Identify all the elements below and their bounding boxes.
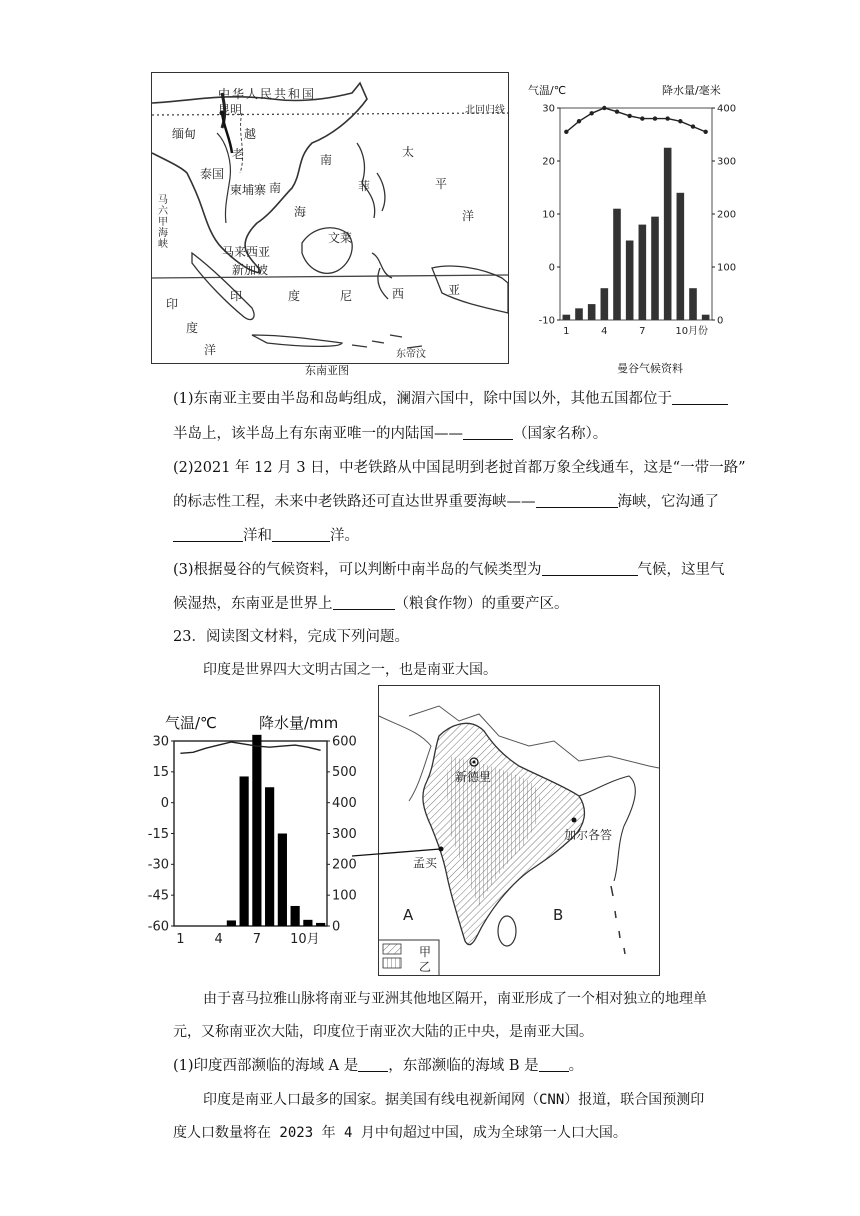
temperature-point — [665, 116, 669, 120]
q23-para1b: 元，又称南亚次大陆，印度位于南亚次大陆的正中央，是南亚大国。 — [173, 1024, 593, 1040]
precip-bar — [252, 735, 261, 926]
q23-title: 23．阅读图文材料，完成下列问题。 — [173, 629, 409, 645]
label-new-delhi: 新德里 — [455, 770, 492, 784]
right-tick-label: 400 — [332, 796, 357, 811]
q22-1-line1 — [173, 389, 728, 409]
precip-bar — [291, 906, 300, 926]
q22-2-line2 — [173, 492, 719, 512]
bangkok-y-left-label: 气温/℃ — [528, 84, 567, 97]
bangkok-y-right-label: 降水量/毫米 — [662, 84, 721, 97]
answer-blank-ocean-1[interactable] — [173, 526, 243, 542]
label-vietnam-b: 南 — [269, 181, 282, 195]
precip-bar — [563, 315, 571, 320]
left-tick-label: -45 — [147, 888, 169, 904]
label-kunming: 昆明 — [218, 103, 243, 117]
label-laos: 老 — [232, 147, 245, 161]
temperature-point — [640, 116, 644, 120]
precip-bar — [651, 217, 659, 320]
temperature-point — [589, 111, 593, 115]
right-tick-label: 100 — [332, 888, 357, 904]
precip-bar — [265, 787, 274, 926]
label-malaysia: 马来西亚 — [222, 245, 271, 259]
x-tick-label: 1 — [176, 932, 185, 947]
q22-2-text-e: 洋。 — [330, 528, 359, 544]
x-tick-label: 4 — [601, 326, 608, 337]
label-indian-b: 度 — [186, 321, 199, 335]
label-sea-b: B — [553, 906, 564, 924]
temperature-point — [602, 106, 606, 110]
left-tick-label: 30 — [542, 103, 555, 115]
x-tick-label: 10月 — [290, 932, 320, 947]
q22-2-text-a: (2)2021 年 12 月 3 日，中老铁路从中国昆明到老挝首都万象全线通车，这是“一带一路” — [173, 460, 746, 476]
label-singapore: 新加坡 — [232, 263, 269, 277]
q22-1-text-c: （国家名称）。 — [513, 426, 608, 442]
precip-bar — [702, 315, 710, 320]
left-tick-label: -60 — [147, 919, 169, 935]
right-tick-label: 200 — [717, 209, 737, 221]
label-indian-c: 洋 — [204, 343, 217, 357]
right-tick-label: 600 — [332, 734, 357, 750]
q23-para1a: 由于喜马拉雅山脉将南亚与亚洲其他地区隔开，南亚形成了一个相对独立的地理单 — [203, 991, 707, 1007]
q22-2-text-c: 海峡，它沟通了 — [617, 494, 719, 510]
left-tick-label: -10 — [538, 315, 555, 327]
right-tick-label: 200 — [332, 857, 357, 873]
q23-1-text-b: ，东部濒临的海域 B 是 — [388, 1058, 539, 1074]
q22-2-line1 — [173, 458, 746, 478]
temperature-line — [180, 742, 320, 753]
label-china: 中华人民共和国 — [218, 87, 317, 101]
label-philippines: 菲 — [358, 179, 371, 193]
label-myanmar: 缅甸 — [172, 127, 197, 141]
q22-1-text-a: (1)东南亚主要由半岛和岛屿组成，澜湄六国中，除中国以外，其他五国都位于 — [173, 391, 673, 407]
left-tick-label: 0 — [160, 796, 169, 811]
x-tick-label: 7 — [639, 326, 646, 337]
precip-bar — [588, 304, 596, 320]
temperature-point — [691, 124, 695, 128]
answer-blank-sea-b[interactable] — [539, 1056, 569, 1072]
legend-jia: 甲 — [419, 945, 432, 959]
answer-blank-landlocked-country[interactable] — [463, 424, 513, 440]
label-south-sea-b: 海 — [294, 205, 307, 219]
temperature-point — [703, 130, 707, 134]
right-tick-label: 300 — [332, 826, 357, 842]
q23-1 — [173, 1056, 583, 1076]
q22-2-line3 — [173, 526, 359, 546]
precip-bar — [303, 920, 312, 926]
temperature-point — [564, 130, 568, 134]
label-indonesia-e: 亚 — [448, 283, 461, 297]
connector-line — [350, 842, 450, 862]
right-tick-label: 500 — [332, 765, 357, 781]
temperature-point — [678, 119, 682, 123]
precip-bar — [278, 834, 287, 927]
precip-bar — [227, 920, 236, 926]
left-tick-label: 10 — [542, 209, 555, 221]
label-indian-a: 印 — [166, 297, 179, 311]
q22-2-text-d: 洋和 — [243, 528, 272, 544]
mumbai-climate-chart — [140, 728, 360, 953]
q22-3-line2 — [173, 594, 569, 614]
southeast-asia-map-drawing — [152, 73, 508, 363]
precip-bar — [626, 241, 634, 321]
southeast-asia-map-caption: 东南亚图 — [305, 364, 349, 377]
legend-yi: 乙 — [419, 960, 432, 974]
q23-intro: 印度是世界四大文明古国之一，也是南亚大国。 — [203, 662, 497, 678]
left-tick-label: -30 — [147, 857, 169, 873]
precip-bar — [613, 209, 621, 320]
label-kolkata: 加尔各答 — [564, 828, 613, 842]
plot-frame — [174, 741, 327, 926]
right-tick-label: 0 — [717, 315, 724, 327]
q22-2-text-b: 的标志性工程，未来中老铁路还可直达世界重要海峡—— — [173, 494, 536, 510]
q22-3-text-d: （粮食作物）的重要产区。 — [394, 596, 569, 612]
left-tick-label: 15 — [152, 765, 169, 781]
temperature-point — [577, 119, 581, 123]
left-tick-label: -15 — [147, 826, 169, 842]
mumbai-y-left-label: 气温/℃ — [165, 714, 217, 732]
x-tick-label: 10月份 — [675, 326, 709, 337]
label-indonesia-a: 印 — [230, 289, 243, 303]
q22-1-line2 — [173, 424, 607, 444]
q22-3-line1 — [173, 560, 725, 580]
temperature-point — [615, 110, 619, 114]
label-thailand: 泰国 — [200, 167, 225, 181]
label-malacca: 马六甲海峡 — [158, 195, 168, 250]
temperature-point — [627, 114, 631, 118]
precip-bar — [575, 308, 583, 320]
india-map-drawing — [379, 686, 659, 975]
label-cambodia: 柬埔寨 — [230, 183, 267, 197]
label-indonesia-c: 尼 — [340, 289, 353, 303]
label-sea-a: A — [403, 906, 414, 924]
answer-blank-sea-a[interactable] — [358, 1056, 388, 1072]
mumbai-y-right-label: 降水量/mm — [259, 714, 339, 732]
label-east-timor: 东帝汶 — [396, 349, 426, 360]
precip-bar — [240, 776, 249, 926]
bangkok-climate-chart — [525, 98, 737, 358]
right-tick-label: 400 — [717, 103, 737, 115]
precip-bar — [677, 193, 685, 320]
q22-1-text-b: 半岛上，该半岛上有东南亚唯一的内陆国—— — [173, 426, 463, 442]
label-south-sea-a: 南 — [320, 153, 333, 167]
precip-bar — [316, 923, 325, 926]
answer-blank-ocean-2[interactable] — [272, 526, 330, 542]
label-tropic: 北回归线 — [465, 105, 505, 116]
q23-1-text-c: 。 — [568, 1058, 584, 1074]
label-indonesia-b: 度 — [288, 289, 301, 303]
q23-para2a: 印度是南亚人口最多的国家。据美国有线电视新闻网（CNN）报道，联合国预测印 — [203, 1092, 705, 1108]
left-tick-label: 20 — [542, 156, 555, 168]
temperature-line — [566, 108, 705, 132]
india-map — [378, 685, 660, 976]
x-tick-label: 4 — [214, 932, 223, 947]
answer-blank-crop[interactable] — [333, 594, 395, 610]
right-tick-label: 100 — [717, 262, 737, 274]
label-pacific-c: 洋 — [462, 209, 475, 223]
q22-3-text-c: 候湿热，东南亚是世界上 — [173, 596, 333, 612]
precip-bar — [664, 148, 672, 320]
label-indonesia-d: 西 — [392, 287, 405, 301]
x-tick-label: 1 — [563, 326, 570, 337]
precip-bar — [689, 288, 697, 320]
precip-bar — [639, 225, 647, 320]
label-pacific-b: 平 — [435, 177, 448, 191]
right-tick-label: 300 — [717, 156, 737, 168]
q23-para2b: 度人口数量将在 2023 年 4 月中旬超过中国，成为全球第一人口大国。 — [173, 1125, 627, 1141]
q23-1-text-a: (1)印度西部濒临的海域 A 是 — [173, 1058, 359, 1074]
left-tick-label: 30 — [152, 734, 169, 750]
label-brunei: 文莱 — [328, 231, 353, 245]
right-tick-label: 0 — [332, 919, 341, 935]
answer-blank-climate-type[interactable] — [542, 560, 638, 576]
southeast-asia-map — [151, 72, 509, 364]
label-vietnam-a: 越 — [244, 127, 257, 141]
q22-3-text-a: (3)根据曼谷的气候资料，可以判断中南半岛的气候类型为 — [173, 562, 542, 578]
answer-blank-strait[interactable] — [536, 492, 618, 508]
answer-blank-peninsula[interactable] — [672, 389, 728, 405]
label-pacific-a: 太 — [402, 145, 415, 159]
x-tick-label: 7 — [252, 932, 262, 947]
q22-3-text-b: 气候，这里气 — [637, 562, 725, 578]
bangkok-caption: 曼谷气候资料 — [617, 362, 683, 375]
temperature-point — [653, 116, 657, 120]
left-tick-label: 0 — [548, 262, 555, 274]
precip-bar — [601, 288, 609, 320]
label-mumbai: 孟买 — [413, 856, 438, 870]
